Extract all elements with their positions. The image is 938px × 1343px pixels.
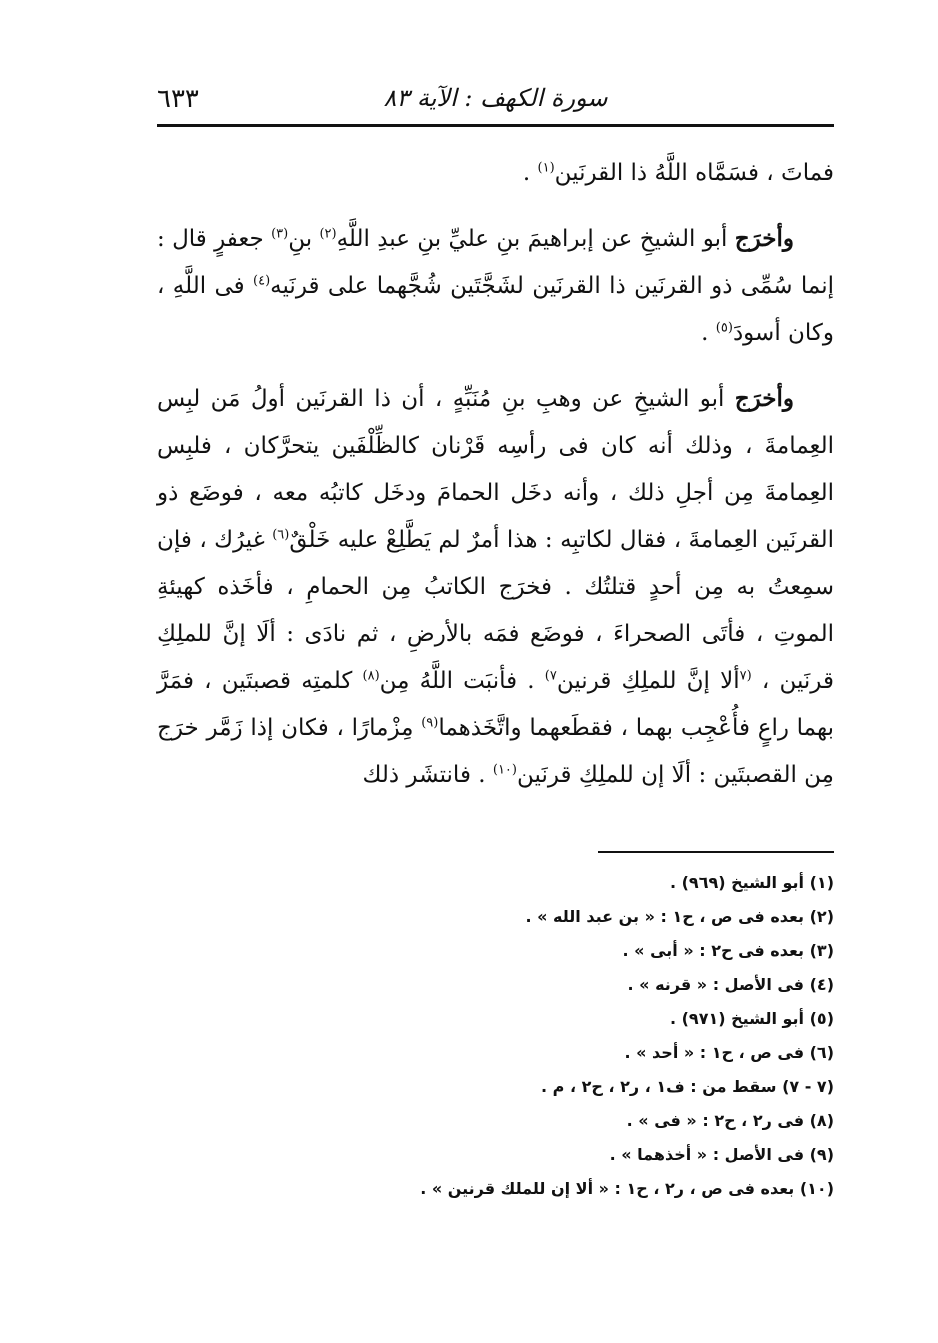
text-run: كلمتِه قصبتَين ، فمَرَّ بهما راعٍ فأُعْجِب بهما ، فقطَعهما واتَّخَذهما	[157, 668, 834, 741]
footnote-marker: (٦)	[272, 527, 290, 543]
paragraph-lead-word: وأخرَج	[734, 225, 794, 252]
text-run: أبو الشيخِ عن إبراهيمَ بنِ عليِّ بنِ عبدِ اللَّهِ	[336, 226, 735, 252]
paragraph	[157, 215, 834, 357]
text-run: جعفرٍ قال : إنما سُمِّى ذو القرنَين ذا القرنَين لشَجَّتَين شُجَّهما على قرنَيه	[157, 226, 834, 299]
text-run: مِزْمارًا ، فكان إذا زَمَّر خرَج مِن القصبتَين : ألَا إن للملِكِ قرنَين	[157, 715, 834, 788]
footnote-marker: ٧)	[544, 668, 557, 684]
running-title: سورة الكهف : الآية ٨٣	[383, 84, 608, 112]
footnote-marker: (٤)	[253, 273, 271, 289]
footnote: (٧ - ٧) سقط من : ف١ ، ر٢ ، ح٢ ، م .	[541, 1077, 834, 1096]
footnote: (٦) فى ص ، ح١ : « أحد » .	[624, 1043, 834, 1062]
footnote: (٩) فى الأصل : « أخذهما » .	[609, 1145, 834, 1164]
text-run: غيرُك ، فإن سمِعتُ به مِن أحدٍ قتلتُك . فخرَج الكاتبُ مِن الحمامِ ، فأخَذه كهيئةِ الموتِ ، فأتَى الصحراءَ ، فوضَع فمَه بالأرضِ ، ثم نادَى : ألَا إنَّ للملِكِ قرنَين ،	[157, 527, 834, 694]
page-number: ٦٣٣	[157, 84, 199, 114]
text-run: أبو الشيخِ عن وهبِ بنِ مُنَبِّهٍ ، أن ذا القرنَين أولُ مَن لبِس العِمامةَ ، وذلك أنه كان فى رأسِه قَرْنان كالظِّلْفَين يتحرَّكان ، فلبِس العِمامةَ مِن أجلِ ذلك ، وأنه دخَل الحمامَ ودخَل كاتبُه معه ، فوضَع ذو القرنَين العِمامةَ ، فقال لكاتبِه : هذا أمرٌ لم يَطَّلِعْ عليه خَلْقٌ	[157, 386, 834, 553]
text-run: ألا إنَّ للملِكِ قرنين	[556, 668, 740, 694]
footnote-marker: (٣)	[271, 226, 289, 242]
footnote-marker: (٥)	[715, 320, 733, 336]
footnote: (١٠) بعده فى ص ، ر٢ ، ح١ : « ألا إن للملك قرنين » .	[420, 1179, 834, 1198]
paragraph	[157, 150, 834, 197]
footnote-marker: (٢)	[319, 226, 337, 242]
footnote: (٥) أبو الشيخ (٩٧١) .	[669, 1009, 834, 1028]
paragraph-lead-word: وأخرَج	[734, 385, 794, 412]
footnote-marker: (٩)	[421, 715, 439, 731]
footnote-marker: (١)	[537, 160, 555, 176]
text-run: .	[701, 320, 716, 346]
text-run: فى اللَّهِ ، وكان أسودَ	[157, 273, 834, 346]
footnote-marker: (٨)	[362, 668, 380, 684]
text-run: فماتَ ، فسَمَّاه اللَّهُ ذا القرنَين	[554, 160, 834, 186]
footnote: (٨) فى ر٢ ، ح٢ : « فى » .	[626, 1111, 834, 1130]
footnote-marker: (٧	[739, 668, 752, 684]
footnote-marker: (١٠)	[492, 762, 517, 778]
text-run: . فأنبَت اللَّهُ مِن	[379, 668, 545, 694]
footnote: (٤) فى الأصل : « قرنه » .	[627, 975, 834, 994]
footnote: (٣) بعده فى ح٢ : « أبى » .	[622, 941, 834, 960]
text-run: .	[522, 160, 538, 186]
paragraph	[157, 375, 834, 799]
footnotes	[157, 866, 834, 1206]
header-rule	[157, 124, 834, 127]
text-run: بنِ	[288, 226, 320, 252]
body-text	[157, 150, 834, 817]
text-run: . فانتشَر ذلك	[362, 762, 493, 788]
page-header	[157, 80, 834, 120]
footnote: (٢) بعده فى ص ، ح١ : « بن عبد الله » .	[525, 907, 834, 926]
footnote: (١) أبو الشيخ (٩٦٩) .	[669, 873, 834, 892]
footnote-rule	[598, 851, 834, 853]
